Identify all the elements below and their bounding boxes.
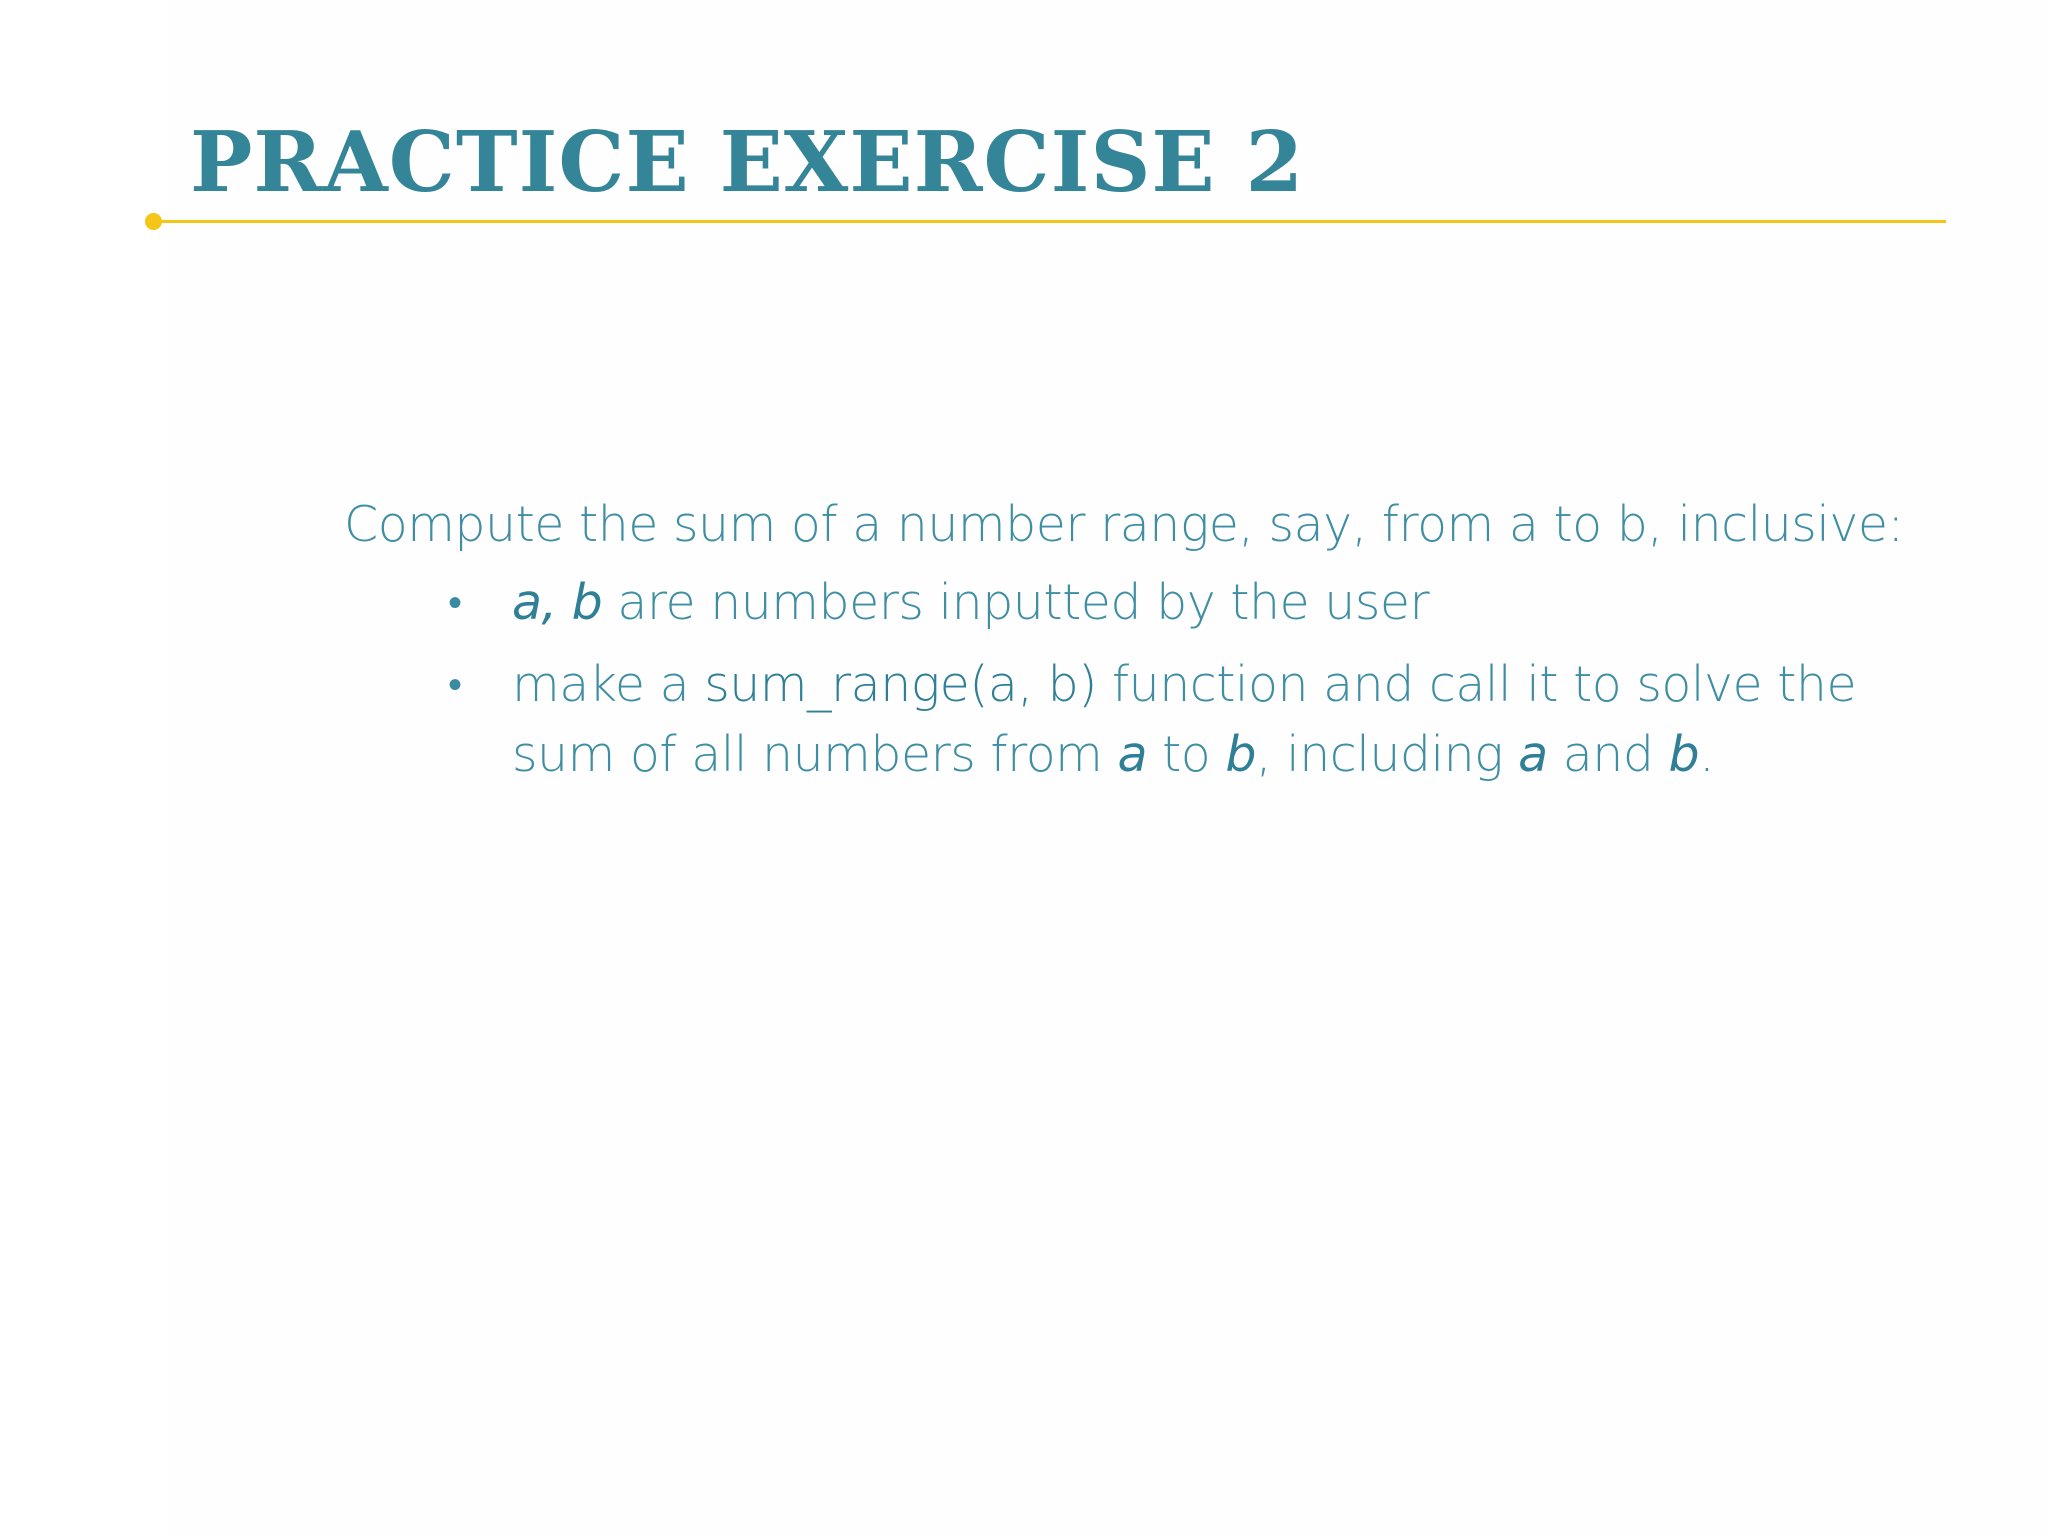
- slide-left-margin: [0, 0, 165, 1536]
- variable-a: a: [1117, 726, 1148, 783]
- text-segment: and: [1547, 726, 1669, 783]
- text-segment: , including: [1255, 726, 1519, 783]
- bullet-marker: •: [448, 580, 462, 626]
- function-name: sum_range(a, b): [704, 656, 1097, 713]
- variable-b: b: [1225, 726, 1256, 783]
- bullet-text: [512, 650, 1904, 790]
- variable-b: b: [1668, 726, 1700, 783]
- text-segment: to: [1147, 726, 1226, 783]
- text-segment: function and call it to solve the sum of all numbers from: [512, 656, 1857, 783]
- bullet-text: [512, 568, 1904, 638]
- bullet-marker: •: [448, 662, 462, 708]
- bullet-function: [344, 650, 1904, 790]
- text-segment: make a: [512, 656, 705, 713]
- exercise-description: Compute the sum of a number range, say, from a to b, inclusive:: [344, 496, 1904, 553]
- bullet-list: [344, 568, 1904, 790]
- text-segment: .: [1699, 726, 1715, 783]
- variable-a: a: [1518, 726, 1548, 783]
- bullet-inputs-text: are numbers inputted by the user: [602, 574, 1430, 631]
- bullet-inputs: [344, 568, 1904, 638]
- slide-title: PRACTICE EXERCISE 2: [190, 113, 1305, 211]
- slide-body: [344, 488, 1904, 802]
- variables-a-b: a, b: [512, 574, 603, 631]
- title-rule: [154, 220, 1946, 223]
